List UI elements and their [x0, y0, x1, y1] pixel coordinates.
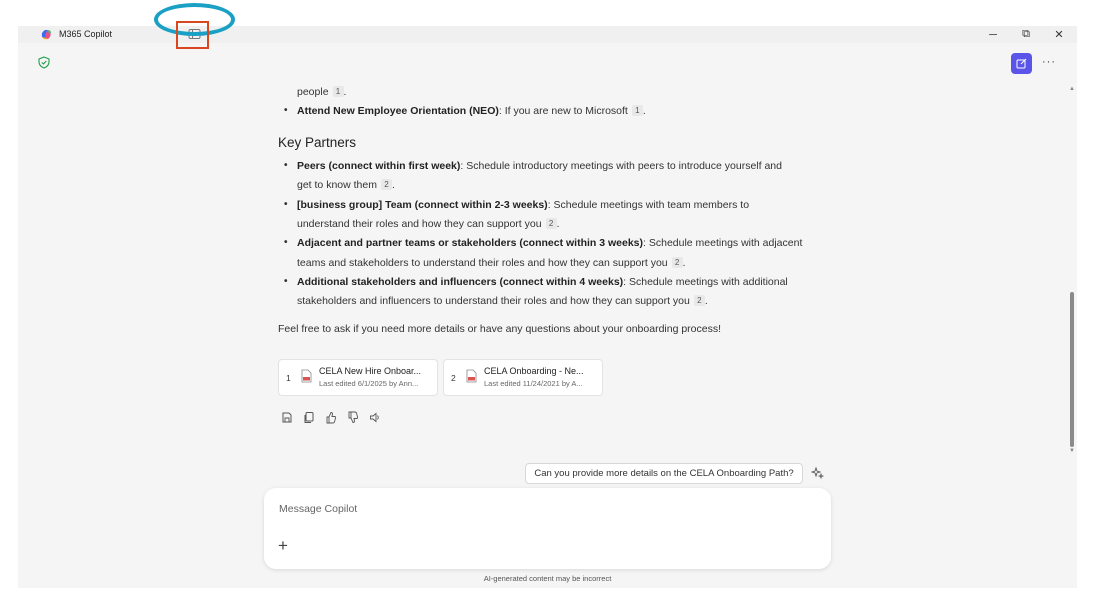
citation-badge[interactable]: 2 — [694, 295, 705, 306]
pdf-document-icon — [466, 369, 477, 383]
partner-item-cont: stakeholders and influencers to understand their roles and how they can support you 2 . — [297, 295, 708, 307]
citation-badge[interactable]: 2 — [672, 257, 683, 268]
toolbar — [18, 43, 1077, 85]
partner-item-cont: teams and stakeholders to understand their roles and how they can support you 2 . — [297, 257, 686, 269]
copilot-logo-icon — [40, 28, 53, 41]
save-page-icon[interactable] — [281, 411, 293, 424]
reference-title: CELA New Hire Onboar... — [319, 366, 422, 376]
reference-title: CELA Onboarding - Ne... — [484, 366, 584, 376]
scroll-up-arrow[interactable]: ▲ — [1069, 86, 1075, 92]
message-composer[interactable] — [264, 488, 831, 569]
orientation-item: Attend New Employee Orientation (NEO): If you are new to Microsoft 1 . — [297, 105, 646, 117]
message-input[interactable]: Message Copilot — [279, 503, 358, 515]
partner-item: Additional stakeholders and influencers (connect within 4 weeks): Schedule meetings with additional — [297, 276, 788, 288]
citation-badge[interactable]: 2 — [381, 179, 392, 190]
partner-item-cont: understand their roles and how they can support you 2 . — [297, 218, 560, 230]
pdf-document-icon — [301, 369, 312, 383]
partner-item: Peers (connect within first week): Schedule introductory meetings with peers to introduce yourself and — [297, 160, 782, 172]
close-button[interactable]: ✕ — [1054, 29, 1064, 41]
reference-subtitle: Last edited 6/1/2025 by Ann... — [319, 379, 419, 388]
more-options-button[interactable]: ··· — [1042, 56, 1056, 68]
scrollbar-thumb[interactable] — [1070, 292, 1074, 447]
reference-number: 2 — [451, 373, 456, 383]
app-title: M365 Copilot — [59, 29, 113, 39]
citation-badge[interactable]: 2 — [546, 218, 557, 229]
partner-item-cont: get to know them 2 . — [297, 179, 395, 191]
scroll-down-arrow[interactable]: ▼ — [1069, 448, 1075, 454]
citation-badge[interactable]: 1 — [333, 86, 344, 97]
thumbs-down-icon[interactable] — [347, 411, 359, 424]
edit-icon — [1016, 58, 1027, 69]
suggestion-chip[interactable]: Can you provide more details on the CELA Onboarding Path? — [525, 463, 803, 484]
minimize-button[interactable]: ─ — [989, 28, 997, 41]
annotation-box — [176, 21, 209, 49]
restore-button[interactable]: ⧉ — [1022, 28, 1030, 40]
add-attachment-button[interactable]: + — [278, 536, 288, 555]
copy-icon[interactable] — [303, 411, 315, 424]
thumbs-up-icon[interactable] — [325, 411, 337, 424]
partner-item: Adjacent and partner teams or stakeholders (connect within 3 weeks): Schedule meetings with adjacent — [297, 237, 803, 249]
sparkle-icon[interactable] — [811, 466, 825, 480]
reference-card[interactable] — [443, 359, 603, 396]
new-chat-button[interactable] — [1011, 53, 1032, 74]
reference-number: 1 — [286, 373, 291, 383]
shield-check-icon[interactable] — [38, 56, 50, 69]
response-line: people 1 . — [297, 86, 347, 98]
partner-item: [business group] Team (connect within 2-3 weeks): Schedule meetings with team members to — [297, 199, 750, 211]
reference-card[interactable] — [278, 359, 438, 396]
citation-badge[interactable]: 1 — [632, 105, 643, 116]
section-heading: Key Partners — [278, 135, 357, 150]
copilot-window: M365 Copilot ─ ⧉ ✕ ··· people 1 . • Attend New Employee Orientation (NEO): If you are new to Microsoft 1 . Key Partners • Peers (connect within first week): Schedule introductory meetings with peers to introduce yourself and get to know them 2 . • [business group] Team (connect within 2-3 weeks): Schedule meetings with team members to understand their roles and how they can support you 2 . • Adjacent and partner teams or stakeholders (connect within 3 weeks): Schedule meetings with adjacent teams and stakeholders to understand their roles and how they can support you 2 . • Additional stakeholders and influencers (connect within 4 weeks): Schedule meetings with additional stakeholders and influencers to understand their roles and how they can support you 2 . Feel free to ask if you need more details or have any questions about your onboarding process! 1 CELA New Hire Onboar... Last edited 6/1/2025 by Ann... 2 CELA Onboarding - Ne... Last edited 11/24/2021 by A... Can you provide more details on the CELA Onboarding Path? Message Copilot + AI-generated content may be incorrect ▲ ▼ — [18, 26, 1077, 588]
closing-text: Feel free to ask if you need more details or have any questions about your onboarding process! — [278, 323, 722, 335]
reference-subtitle: Last edited 11/24/2021 by A... — [484, 379, 583, 388]
speaker-icon[interactable] — [369, 411, 381, 424]
ai-disclaimer: AI-generated content may be incorrect — [483, 574, 612, 583]
